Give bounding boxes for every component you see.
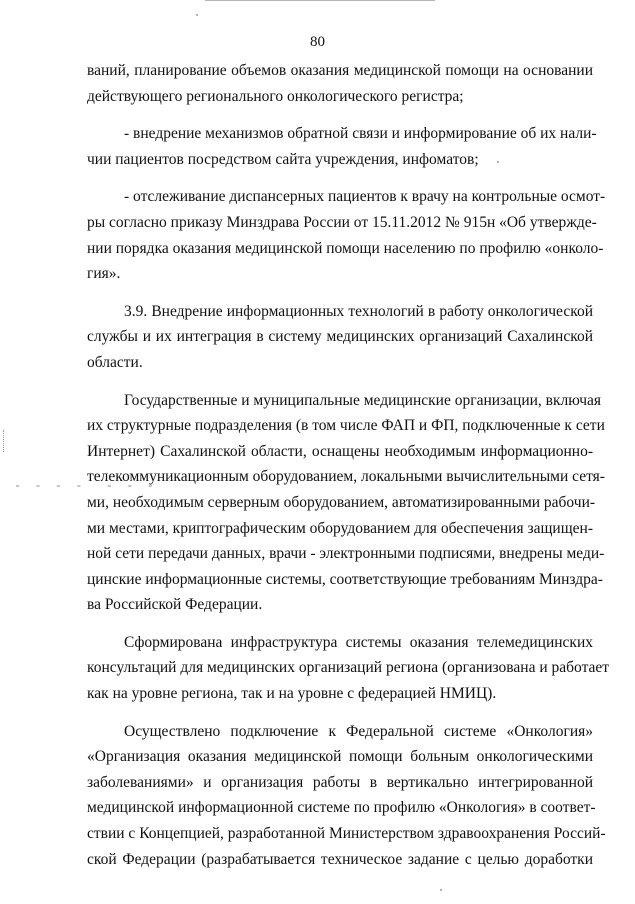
text-line: их структурные подразделения (в том числе ФАП и ФП, подключенные к сети [87,417,605,435]
text-line: ной сети передачи данных, врачи - электронными подписями, внедрены меди- [87,545,605,563]
text-line: ской Федерации (разрабатывается техническое задание с целью доработки [87,850,593,868]
scan-speck [440,889,442,891]
scan-speck [196,14,198,16]
text-line: телекоммуникационным оборудованием, локальными вычислительными сетя- [87,468,605,486]
section-heading-line: 3.9. Внедрение информационных технологий в работу онкологической [124,302,593,320]
text-line: ры согласно приказу Минздрава России от 15.11.2012 № 915н «Об утвержде- [87,213,597,231]
text-line: - внедрение механизмов обратной связи и информирование об их нали- [124,125,597,143]
text-line: ствии с Концепцией, разработанной Министерством здравоохранения Россий- [87,825,606,843]
scan-margin-mark [3,430,6,452]
text-line: нии порядка оказания медицинской помощи населению по профилю «онколо- [87,239,604,257]
text-line: Интернет) Сахалинской области, оснащены необходимым информационно- [87,442,593,460]
text-line: заболеваниями» и организация работы в вертикально интегрированной [87,773,593,791]
scan-margin-dashes: - - - - - - - [14,479,157,493]
document-body [87,58,610,872]
text-line: медицинской информационной системе по профилю «Онкология» в соответ- [87,799,596,817]
text-line: ми местами, криптографическим оборудованием для обеспечения защищен- [87,519,593,537]
text-line: ми, необходимым серверным оборудованием, автоматизированными рабочи- [87,493,596,511]
text-line: «Организация оказания медицинской помощи больным онкологическими [87,748,593,766]
text-line: консультаций для медицинских организаций региона (организована и работает [87,659,610,677]
scan-edge-line [205,0,435,1]
text-line: как на уровне региона, так и на уровне с федерацией НМИЦ). [87,685,497,703]
text-line: чии пациентов посредством сайта учреждения, инфоматов; [87,150,479,168]
text-line: ваний, планирование объемов оказания медицинской помощи на основании [87,62,593,79]
text-line: Осуществлено подключение к Федеральной системе «Онкология» [124,722,593,740]
text-line: действующего регионального онкологического регистра; [87,87,464,105]
text-line: гия». [87,265,121,283]
text-line: Сформирована инфраструктура системы оказания телемедицинских [124,633,593,651]
section-heading-line: службы и их интеграция в систему медицинских организаций Сахалинской [87,328,593,346]
text-line: цинские информационные системы, соответствующие требованиям Минздра- [87,570,603,588]
text-line: Государственные и муниципальные медицинские организации, включая [124,391,602,409]
text-line: ва Российской Федерации. [87,596,263,614]
page-number: 80 [310,34,325,50]
section-heading-line: области. [87,353,143,371]
text-line: - отслеживание диспансерных пациентов к врачу на контрольные осмот- [124,188,606,206]
